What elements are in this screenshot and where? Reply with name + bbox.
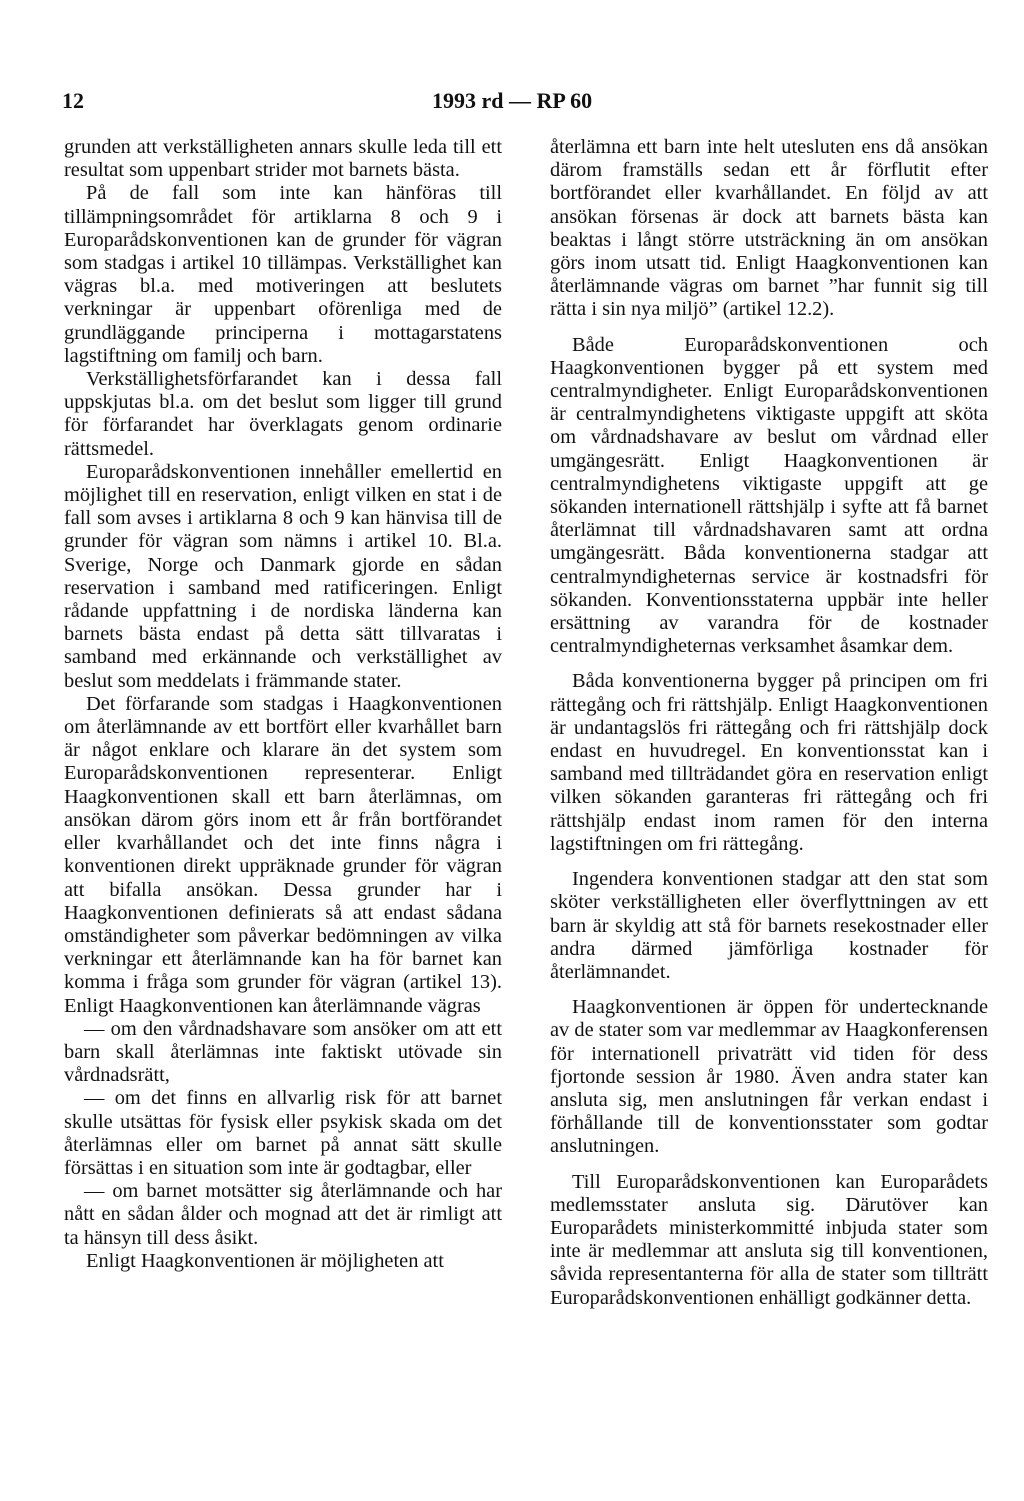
paragraph: Till Europarådskonventionen kan Europarådets medlemsstater ansluta sig. Därutöver kan Europarådets ministerkommitté inbjuda stater som inte är medlemmar att ansluta sig till konventionen, såvida representanterna för alla de stater som tillträtt Europarådskonventionen enhälligt godkänner detta.	[550, 1170, 988, 1309]
page-number: 12	[62, 88, 84, 113]
list-item: — om det finns en allvarlig risk för att barnet skulle utsättas för fysisk eller psykisk skada om det återlämnas eller om barnet på annat sätt skulle försättas i en situation som inte är godtagbar, eller	[64, 1087, 502, 1179]
paragraph: grunden att verkställigheten annars skulle leda till ett resultat som uppenbart strider mot barnets bästa.	[64, 136, 502, 182]
paragraph: På de fall som inte kan hänföras till tillämpningsområdet för artiklarna 8 och 9 i Europarådskonventionen kan de grunder för vägran som stadgas i artikel 10 tillämpas. Verkställighet kan vägras bl.a. med motiveringen att beslutets verkningar är uppenbart oförenliga med de grundläggande principerna i mottagarstatens lagstiftning om familj och barn.	[64, 182, 502, 367]
paragraph: Enligt Haagkonventionen är möjligheten att	[86, 1249, 444, 1272]
page-header	[62, 88, 962, 118]
paragraph: Haagkonventionen är öppen för undertecknande av de stater som var medlemmar av Haagkonferensen för internationell privaträtt vid tiden för dess fjortonde session år 1980. Även andra stater kan ansluta sig, men anslutningen får verkan endast i förhållande till de konventionsstater som godtar anslutningen.	[550, 996, 988, 1158]
left-column	[64, 136, 502, 1273]
paragraph: Verkställighetsförfarandet kan i dessa fall uppskjutas bl.a. om det beslut som ligger till grund för förfarandet har överklagats genom ordinarie rättsmedel.	[64, 368, 502, 460]
paragraph: Det förfarande som stadgas i Haagkonventionen om återlämnande av ett bortfört eller kvarhållet barn är något enklare och klarare än det system som Europarådskonventionen representerar. Enligt Haagkonventionen skall ett barn återlämnas, om ansökan därom görs inom ett år från bortförandet eller kvarhållandet och det inte finns några i konventionen direkt uppräknade grunder för vägran att bifalla ansökan. Dessa grunder har i Haagkonventionen definierats så att endast sådana omständigheter som påverkar bedömningen av vilka verkningar ett återlämnande kan ha för barnet kan komma i fråga som grunder för vägran (artikel 13). Enligt Haagkonventionen kan återlämnande vägras	[64, 692, 502, 1017]
paragraph: Både Europarådskonventionen och Haagkonventionen bygger på ett system med centralmyndigheter. Enligt Europarådskonventionen är centralmyndighetens viktigaste uppgift att sköta om vårdnadshavare av beslut om vårdnad eller umgängesrätt. Enligt Haagkonventionen är centralmyndighetens viktigaste uppgift att ge sökanden internationell rättshjälp i syfte att få barnet återlämnat till vårdnadshavaren samt att ordna umgängesrätt. Båda konventionerna stadgar att centralmyndigheternas service är kostnadsfri för sökanden. Konventionsstaterna uppbär inte heller ersättning av varandra för de kostnader centralmyndigheternas verksamhet åsamkar dem.	[550, 333, 988, 658]
right-column	[550, 136, 988, 1310]
list-item: — om barnet motsätter sig återlämnande och har nått en sådan ålder och mognad att det är rimligt att ta hänsyn till dess åsikt.	[64, 1180, 502, 1249]
paragraph: Europarådskonventionen innehåller emellertid en möjlighet till en reservation, enligt vilken en stat i de fall som avses i artiklarna 8 och 9 kan hänvisa till de grunder för vägran som nämns i artikel 10. Bl.a. Sverige, Norge och Danmark gjorde en sådan reservation i samband med ratificeringen. Enligt rådande uppfattning i de nordiska länderna kan barnets bästa endast på detta sätt tillvaratas i samband med erkännande och verkställighet av beslut som meddelats i främmande stater.	[64, 460, 502, 692]
running-head: 1993 rd — RP 60	[432, 88, 593, 113]
paragraph: återlämna ett barn inte helt utesluten ens då ansökan därom framställs sedan ett år förflutit efter bortförandet eller kvarhållandet. En följd av att ansökan försenas är dock att barnets bästa kan beaktas i långt större utsträckning än om ansökan görs inom utsatt tid. Enligt Haagkonventionen kan återlämnande vägras om barnet ”har funnit sig till rätta i sin nya miljö” (artikel 12.2).	[550, 136, 988, 321]
list-item: — om den vårdnadshavare som ansöker om att ett barn skall återlämnas inte faktiskt utövade sin vårdnadsrätt,	[64, 1017, 502, 1087]
paragraph: Båda konventionerna bygger på principen om fri rättegång och fri rättshjälp. Enligt Haagkonventionen är undantagslös fri rättegång och fri rättshjälp dock endast en huvudregel. En konventionsstat kan i samband med tillträdandet göra en reservation enligt vilken sökanden garanteras fri rättegång och fri rättshjälp endast inom ramen för den interna lagstiftningen om fri rättegång.	[550, 670, 988, 855]
paragraph: Ingendera konventionen stadgar att den stat som sköter verkställigheten eller överflyttningen av ett barn är skyldig att stå för barnets resekostnader eller andra därmed jämförliga kostnader för återlämnandet.	[550, 868, 988, 983]
